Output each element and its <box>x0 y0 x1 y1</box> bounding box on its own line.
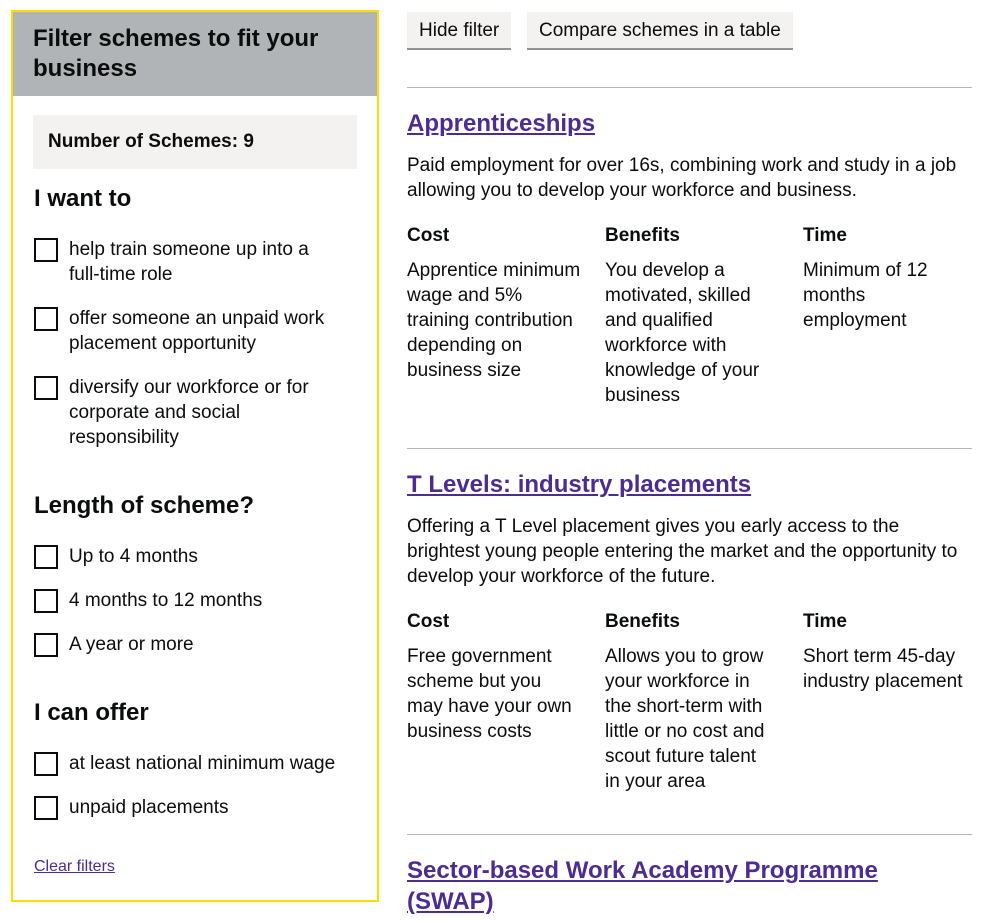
scheme-description: Offering a T Level placement gives you early access to the brightest young people entering the market and the opportunity to develop your workforce of the future. <box>407 516 958 587</box>
filter-option-label[interactable]: diversify our workforce or for corporate and social responsibility <box>69 377 309 448</box>
filter-header <box>13 12 377 96</box>
filter-option[interactable] <box>34 375 344 450</box>
checkbox[interactable] <box>34 752 58 776</box>
time-text: Minimum of 12 months employment <box>803 260 928 331</box>
checkbox[interactable] <box>34 238 58 262</box>
filter-option-label[interactable]: A year or more <box>69 634 194 655</box>
filter-option[interactable] <box>34 795 344 820</box>
group-title-i-can-offer: I can offer <box>34 699 149 726</box>
filter-option-label[interactable]: offer someone an unpaid work placement opportunity <box>69 308 325 354</box>
benefits-text: Allows you to grow your workforce in the short-term with little or no cost and scout future talent in your area <box>605 646 765 792</box>
checkbox[interactable] <box>34 589 58 613</box>
scheme-description: Paid employment for over 16s, combining work and study in a job allowing you to develop your workforce and business. <box>407 155 957 201</box>
group-title-length: Length of scheme? <box>34 492 255 519</box>
benefits-text: You develop a motivated, skilled and qualified workforce with knowledge of your business <box>605 260 760 406</box>
filter-option[interactable] <box>34 632 344 657</box>
benefits-heading: Benefits <box>605 611 680 632</box>
scheme-title-link[interactable]: Apprenticeships <box>407 110 596 137</box>
filter-option[interactable] <box>34 588 344 613</box>
group-title-i-want-to: I want to <box>34 185 132 212</box>
time-text: Short term 45-day industry placement <box>803 646 963 692</box>
scheme-count: Number of Schemes: 9 <box>33 115 357 169</box>
checkbox[interactable] <box>34 545 58 569</box>
filter-option[interactable] <box>34 306 344 356</box>
filter-option-label[interactable]: at least national minimum wage <box>69 753 336 774</box>
divider <box>407 834 972 835</box>
cost-text: Apprentice minimum wage and 5% training contribution depending on business size <box>407 260 581 381</box>
hide-filter-button[interactable]: Hide filter <box>407 12 511 50</box>
filter-title: Filter schemes to fit your business <box>33 25 319 82</box>
clear-filters-link[interactable]: Clear filters <box>34 858 115 875</box>
filter-option-label[interactable]: 4 months to 12 months <box>69 590 263 611</box>
filter-panel <box>11 10 379 902</box>
cost-text: Free government scheme but you may have your own business costs <box>407 646 572 742</box>
filter-option-label[interactable]: help train someone up into a full-time role <box>69 239 309 285</box>
filter-option[interactable] <box>34 544 344 569</box>
filter-option-label[interactable]: Up to 4 months <box>69 546 198 567</box>
scheme-title-link[interactable]: Sector-based Work Academy Programme (SWAP) <box>407 857 878 915</box>
time-heading: Time <box>803 225 848 246</box>
benefits-heading: Benefits <box>605 225 680 246</box>
filter-option[interactable] <box>34 751 344 776</box>
checkbox[interactable] <box>34 376 58 400</box>
checkbox[interactable] <box>34 307 58 331</box>
compare-schemes-button[interactable]: Compare schemes in a table <box>527 12 793 50</box>
checkbox[interactable] <box>34 633 58 657</box>
checkbox[interactable] <box>34 796 58 820</box>
cost-heading: Cost <box>407 225 450 246</box>
cost-heading: Cost <box>407 611 450 632</box>
divider <box>407 87 972 88</box>
time-heading: Time <box>803 611 848 632</box>
divider <box>407 448 972 449</box>
filter-option-label[interactable]: unpaid placements <box>69 797 229 818</box>
filter-option[interactable] <box>34 237 344 287</box>
scheme-title-link[interactable]: T Levels: industry placements <box>407 471 752 498</box>
